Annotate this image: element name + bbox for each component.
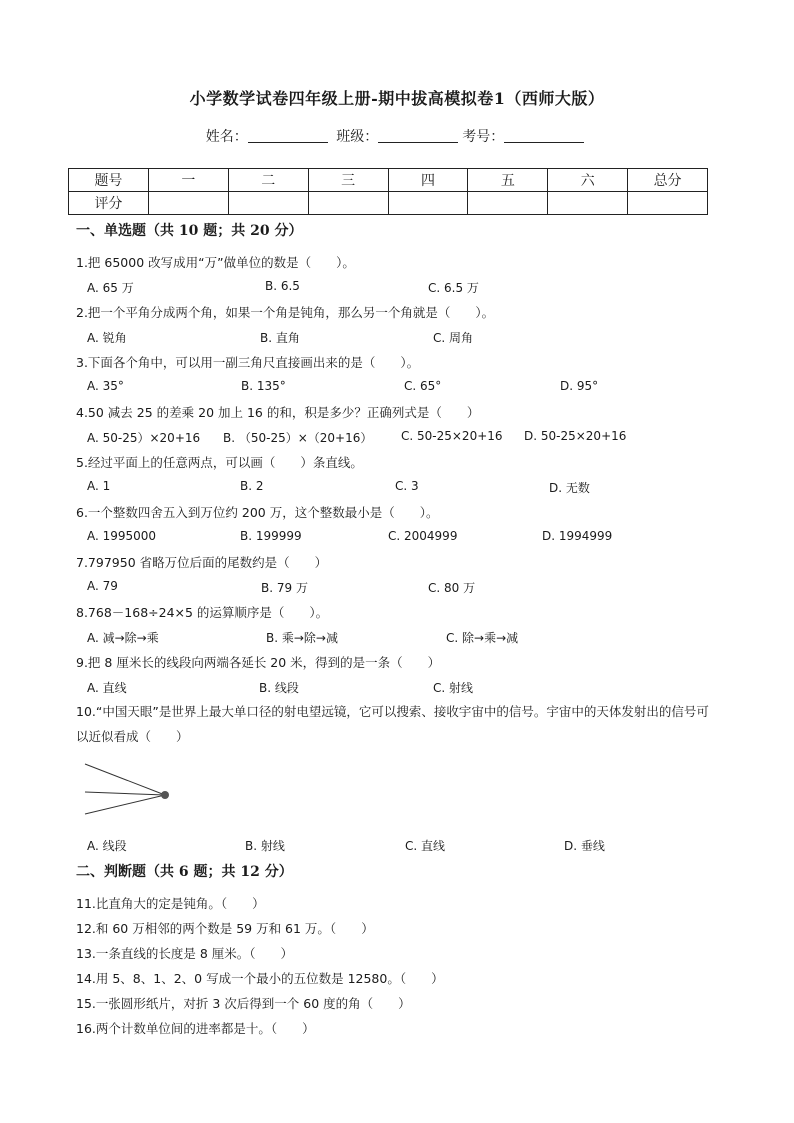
class-label: 班级： <box>336 129 379 145</box>
option[interactable]: C. 直线 <box>405 839 446 853</box>
option[interactable]: D. 50-25×20+16 <box>524 429 627 443</box>
judgment-12: 12.和 60 万相邻的两个数是 59 万和 61 万。（ ） <box>76 921 374 936</box>
question-2-options <box>87 329 727 345</box>
score-table-row-label: 评分 <box>69 192 149 215</box>
judgment-16: 16.两个计数单位间的进率都是十。（ ） <box>76 1021 315 1036</box>
class-field[interactable] <box>378 129 458 143</box>
option[interactable]: B. （50-25）×（20+16） <box>223 431 373 445</box>
ray-line <box>85 792 165 795</box>
ray-endpoint-dot <box>161 791 169 799</box>
question-8-options <box>87 629 727 645</box>
option[interactable]: C. 65° <box>404 379 442 393</box>
exam-number-label: 考号： <box>462 129 505 145</box>
option[interactable]: A. 锐角 <box>87 331 127 345</box>
ray-line <box>85 795 165 814</box>
option[interactable]: A. 直线 <box>87 681 127 695</box>
score-table-score-row <box>69 192 708 215</box>
option[interactable]: A. 35° <box>87 379 124 393</box>
option[interactable]: C. 50-25×20+16 <box>401 429 503 443</box>
option[interactable]: B. 199999 <box>240 529 302 543</box>
score-table-col: 五 <box>468 169 548 192</box>
question-3-options <box>87 379 727 395</box>
option[interactable]: B. 79 万 <box>261 581 308 595</box>
score-table-col: 三 <box>308 169 388 192</box>
option[interactable]: B. 乘→除→减 <box>266 631 338 645</box>
option[interactable]: D. 垂线 <box>564 839 605 853</box>
score-cell[interactable] <box>148 192 228 215</box>
exam-number-field[interactable] <box>504 129 584 143</box>
option[interactable]: C. 6.5 万 <box>428 281 479 295</box>
option[interactable]: C. 除→乘→减 <box>446 631 519 645</box>
option[interactable]: A. 65 万 <box>87 281 134 295</box>
score-table-header-row <box>69 169 708 192</box>
question-1-options <box>87 279 727 295</box>
option[interactable]: C. 周角 <box>433 331 474 345</box>
question-9-options <box>87 679 727 695</box>
rays-figure <box>80 760 180 836</box>
question-5: 5.经过平面上的任意两点，可以画（ ）条直线。 <box>76 455 363 470</box>
score-table <box>68 168 708 215</box>
option[interactable]: C. 80 万 <box>428 581 476 595</box>
option[interactable]: B. 射线 <box>245 839 285 853</box>
question-7: 7.797950 省略万位后面的尾数约是（ ） <box>76 555 328 570</box>
option[interactable]: D. 无数 <box>549 481 590 495</box>
option[interactable]: B. 135° <box>241 379 286 393</box>
section-heading-single-choice: 一、单选题（共 10 题；共 20 分） <box>76 223 303 239</box>
ray-line <box>85 764 165 795</box>
score-cell[interactable] <box>628 192 708 215</box>
exam-title: 小学数学试卷四年级上册-期中拔高模拟卷1（西师大版） <box>189 89 605 108</box>
judgment-11: 11.比直角大的定是钝角。（ ） <box>76 896 265 911</box>
question-4: 4.50 减去 25 的差乘 20 加上 16 的和，积是多少？正确列式是（ ） <box>76 405 480 420</box>
option[interactable]: C. 2004999 <box>388 529 458 543</box>
score-table-col: 四 <box>388 169 468 192</box>
section-heading-judgment: 二、判断题（共 6 题；共 12 分） <box>76 864 293 880</box>
question-4-options <box>87 429 727 445</box>
option[interactable]: A. 1 <box>87 479 111 493</box>
question-6-options <box>87 529 727 545</box>
option[interactable]: B. 直角 <box>260 331 300 345</box>
judgment-14: 14.用 5、8、1、2、0 写成一个最小的五位数是 12580。（ ） <box>76 971 444 986</box>
question-9: 9.把 8 厘米长的线段向两端各延长 20 米，得到的是一条（ ） <box>76 655 441 670</box>
question-8: 8.768－168÷24×5 的运算顺序是（ ）。 <box>76 605 329 620</box>
score-table-row-label: 题号 <box>69 169 149 192</box>
question-6: 6.一个整数四舍五入到万位约 200 万，这个整数最小是（ ）。 <box>76 505 439 520</box>
option[interactable]: A. 50-25）×20+16 <box>87 431 201 445</box>
question-1: 1.把 65000 改写成用“万”做单位的数是（ ）。 <box>76 255 355 270</box>
option[interactable]: D. 95° <box>560 379 599 393</box>
question-7-options <box>87 579 727 595</box>
score-cell[interactable] <box>308 192 388 215</box>
option[interactable]: B. 2 <box>240 479 264 493</box>
question-5-options <box>87 479 727 495</box>
score-cell[interactable] <box>388 192 468 215</box>
question-3: 3.下面各个角中，可以用一副三角尺直接画出来的是（ ）。 <box>76 355 420 370</box>
option[interactable]: C. 射线 <box>433 681 474 695</box>
question-10: 10.“中国天眼”是世界上最大单口径的射电望远镜，它可以搜索、接收宇宙中的信号。宇宙中的天体发射出的信号可以近似看成（ ） <box>76 704 709 744</box>
score-cell[interactable] <box>468 192 548 215</box>
option[interactable]: A. 线段 <box>87 839 127 853</box>
score-table-col: 总分 <box>628 169 708 192</box>
judgment-13: 13.一条直线的长度是 8 厘米。（ ） <box>76 946 294 961</box>
question-2: 2.把一个平角分成两个角，如果一个角是钝角，那么另一个角就是（ ）。 <box>76 305 495 320</box>
judgment-15: 15.一张圆形纸片，对折 3 次后得到一个 60 度的角（ ） <box>76 996 411 1011</box>
name-label: 姓名： <box>205 129 248 145</box>
option[interactable]: A. 79 <box>87 579 118 593</box>
name-field[interactable] <box>248 129 328 143</box>
option[interactable]: D. 1994999 <box>542 529 613 543</box>
option[interactable]: C. 3 <box>395 479 419 493</box>
score-table-col: 一 <box>148 169 228 192</box>
score-table-col: 六 <box>548 169 628 192</box>
score-table-col: 二 <box>228 169 308 192</box>
score-cell[interactable] <box>228 192 308 215</box>
score-cell[interactable] <box>548 192 628 215</box>
student-info <box>0 126 794 146</box>
option[interactable]: A. 1995000 <box>87 529 157 543</box>
option[interactable]: B. 线段 <box>259 681 299 695</box>
question-10-options <box>87 837 727 853</box>
option[interactable]: A. 减→除→乘 <box>87 631 159 645</box>
option[interactable]: B. 6.5 <box>265 279 300 293</box>
